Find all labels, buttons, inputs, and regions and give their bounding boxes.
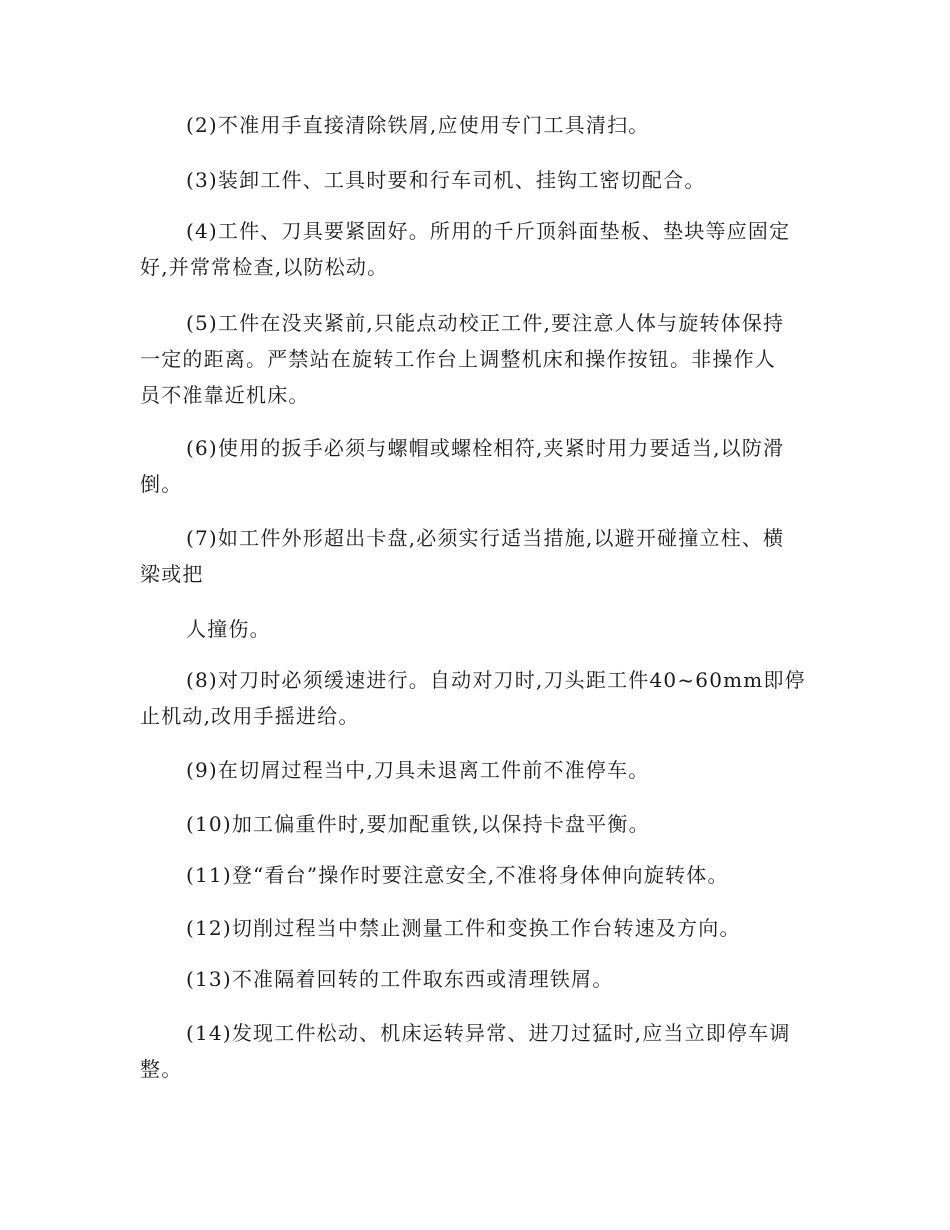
paragraph-line: (14)发现工件松动、机床运转异常、进刀过猛时,应当立即停车调 [186, 1021, 791, 1045]
paragraph-line: 一定的距离。严禁站在旋转工作台上调整机床和操作按钮。非操作人 [140, 347, 776, 371]
paragraph [140, 961, 812, 997]
paragraph-line: (6)使用的扳手必须与螺帽或螺栓相符,夹紧时用力要适当,以防滑 [186, 436, 785, 460]
paragraph-line: (4)工件、刀具要紧固好。所用的千斤顶斜面垫板、垫块等应固定 [186, 219, 791, 243]
paragraph [140, 1015, 812, 1087]
paragraph [140, 305, 812, 413]
paragraph-line: 好,并常常检查,以防松动。 [140, 255, 389, 279]
paragraph [140, 213, 812, 285]
paragraph-line: (5)工件在没夹紧前,只能点动校正工件,要注意人体与旋转体保持 [186, 311, 785, 335]
paragraph [140, 430, 812, 502]
paragraph-line: (10)加工偏重件时,要加配重铁,以保持卡盘平衡。 [186, 812, 650, 836]
paragraph-line: (11)登“看台”操作时要注意安全,不准将身体伸向旋转体。 [186, 863, 729, 887]
paragraph [140, 752, 812, 788]
paragraph-line: (8)对刀时必须缓速进行。自动对刀时,刀头距工件40~60mm即停 [186, 668, 806, 692]
paragraph [140, 520, 812, 592]
paragraph-line: (12)切削过程当中禁止测量工件和变换工作台转速及方向。 [186, 916, 741, 940]
paragraph-line: (7)如工件外形超出卡盘,必须实行适当措施,以避开碰撞立柱、横 [186, 526, 785, 550]
paragraph-line: (9)在切屑过程当中,刀具未退离工件前不准停车。 [186, 758, 650, 782]
paragraph [140, 662, 812, 734]
paragraph-line: 整。 [140, 1057, 183, 1081]
paragraph [140, 857, 812, 893]
paragraph [140, 910, 812, 946]
paragraph-line: 员不准靠近机床。 [140, 383, 310, 407]
paragraph-line: (2)不准用手直接清除铁屑,应使用专门工具清扫。 [186, 113, 650, 137]
paragraph-line: 人撞伤。 [186, 617, 271, 641]
paragraph-line: 梁或把 [140, 562, 204, 586]
paragraph-line: 倒。 [140, 472, 183, 496]
paragraph [140, 611, 812, 647]
paragraph [140, 806, 812, 842]
paragraph [140, 162, 812, 198]
paragraph-line: 止机动,改用手摇进给。 [140, 704, 360, 728]
paragraph [140, 107, 812, 143]
paragraph-line: (3)装卸工件、工具时要和行车司机、挂钩工密切配合。 [186, 168, 706, 192]
paragraph-line: (13)不准隔着回转的工件取东西或清理铁屑。 [186, 967, 614, 991]
